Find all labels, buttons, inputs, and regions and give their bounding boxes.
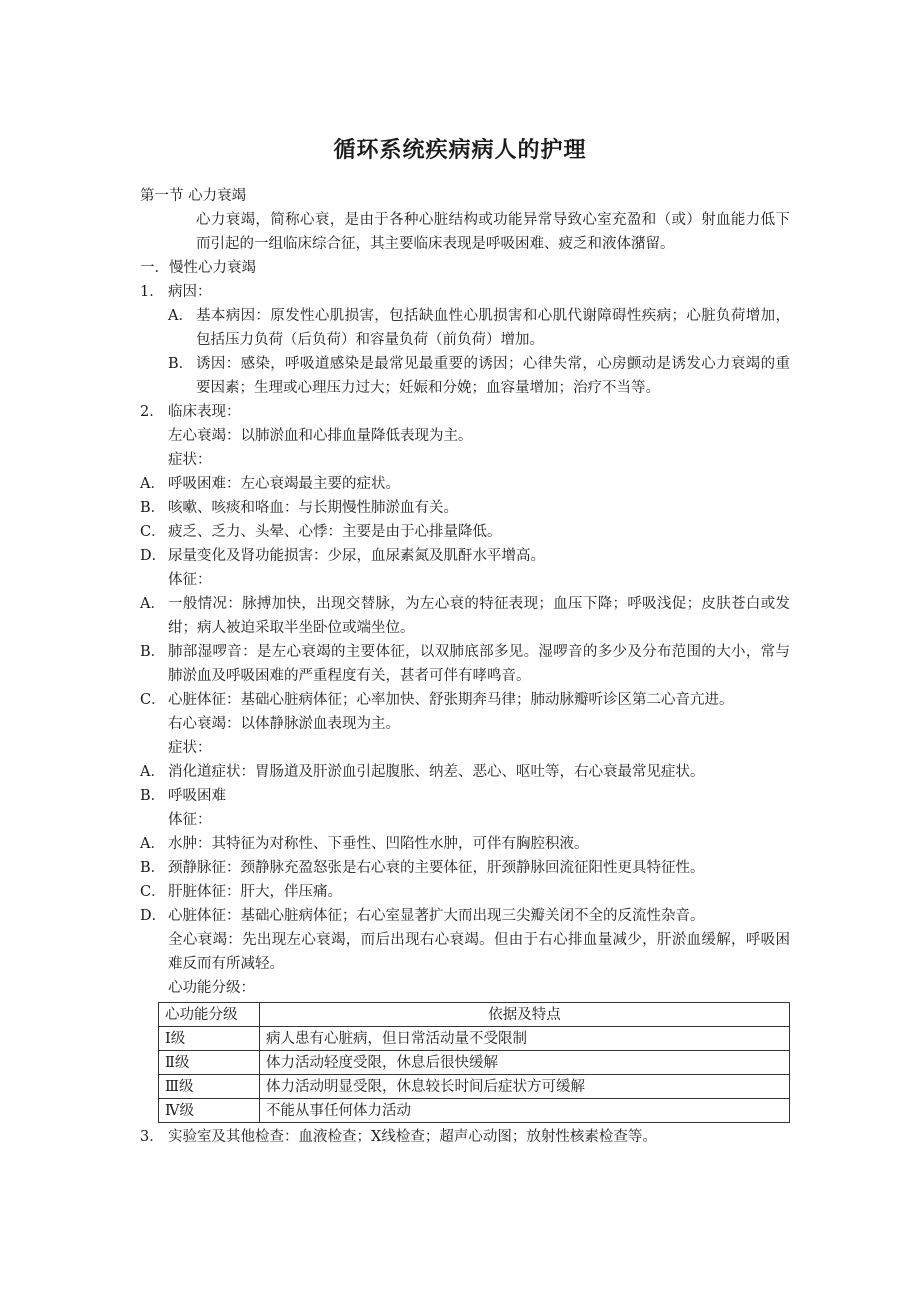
symptom-label: 症状： xyxy=(168,452,212,468)
clinical-heading xyxy=(140,400,790,424)
list-item xyxy=(140,856,790,880)
table-cell: Ⅲ级 xyxy=(159,1075,260,1099)
list-item xyxy=(140,472,790,496)
table-cell: Ⅰ级 xyxy=(159,1027,260,1051)
list-number: 3． xyxy=(140,1129,164,1145)
grading-label: 心功能分级： xyxy=(168,980,255,996)
symptom-label: 症状： xyxy=(168,740,212,756)
list-item xyxy=(140,760,790,784)
list-item-text: 咳嗽、咳痰和咯血：与长期慢性肺淤血有关。 xyxy=(168,500,458,516)
table-cell: 体力活动轻度受限，休息后很快缓解 xyxy=(260,1051,790,1075)
list-marker: B． xyxy=(168,356,194,372)
cardiac-function-table xyxy=(158,1002,790,1123)
table-cell: 体力活动明显受限，休息较长时间后症状方可缓解 xyxy=(260,1075,790,1099)
part-heading: 一．慢性心力衰竭 xyxy=(140,260,256,276)
table-header-cell: 依据及特点 xyxy=(260,1003,790,1027)
table-header-row xyxy=(159,1003,790,1027)
list-item-text: 呼吸困难 xyxy=(168,788,226,804)
list-item xyxy=(140,688,790,712)
list-marker: A． xyxy=(140,764,165,780)
list-item-text: 基本病因：原发性心肌损害，包括缺血性心肌损害和心肌代谢障碍性疾病；心脏负荷增加，包括压力负荷（后负荷）和容量负荷（前负荷）增加。 xyxy=(196,308,790,348)
list-marker: A． xyxy=(140,596,165,612)
table-row xyxy=(159,1075,790,1099)
section-heading: 第一节 心力衰竭 xyxy=(140,188,247,204)
list-item xyxy=(140,640,790,688)
etiology-heading xyxy=(140,280,790,304)
list-item-text: 颈静脉征：颈静脉充盈怒张是右心衰的主要体征，肝颈静脉回流征阳性更具特征性。 xyxy=(168,860,705,876)
list-item xyxy=(140,904,790,928)
list-marker: A． xyxy=(168,308,193,324)
table-cell: 不能从事任何体力活动 xyxy=(260,1099,790,1123)
list-item xyxy=(140,520,790,544)
table-row xyxy=(159,1051,790,1075)
list-item xyxy=(140,352,790,400)
list-marker: B． xyxy=(140,500,166,516)
list-item-text: 尿量变化及肾功能损害：少尿，血尿素氮及肌酐水平增高。 xyxy=(168,548,545,564)
list-item-text: 诱因：感染，呼吸道感染是最常见最重要的诱因；心律失常，心房颤动是诱发心力衰竭的重要因素；生理或心理压力过大；妊娠和分娩；血容量增加；治疗不当等。 xyxy=(196,356,790,396)
sign-label: 体征： xyxy=(168,812,212,828)
list-marker: B． xyxy=(140,644,166,660)
list-item-text: 肝脏体征：肝大，伴压痛。 xyxy=(168,884,342,900)
table-header-cell: 心功能分级 xyxy=(159,1003,260,1027)
list-item xyxy=(140,544,790,568)
list-number: 2． xyxy=(140,404,164,420)
list-item-text: 水肿：其特征为对称性、下垂性、凹陷性水肿，可伴有胸腔积液。 xyxy=(168,836,589,852)
left-heart-intro: 左心衰竭：以肺淤血和心排血量降低表现为主。 xyxy=(168,428,473,444)
list-item xyxy=(140,832,790,856)
intro-paragraph: 心力衰竭，简称心衰，是由于各种心脏结构或功能异常导致心室充盈和（或）射血能力低下而引起的一组临床综合征，其主要临床表现是呼吸困难、疲乏和液体潴留。 xyxy=(196,212,790,252)
list-marker: D． xyxy=(140,548,167,564)
list-label: 病因： xyxy=(168,284,212,300)
list-item-text: 呼吸困难：左心衰竭最主要的症状。 xyxy=(168,476,400,492)
full-heart-failure-text: 全心衰竭：先出现左心衰竭，而后出现右心衰竭。但由于右心排血量减少，肝淤血缓解，呼吸困难反而有所减轻。 xyxy=(168,932,790,972)
table-cell: 病人患有心脏病，但日常活动量不受限制 xyxy=(260,1027,790,1051)
list-label: 临床表现： xyxy=(168,404,241,420)
table-cell: Ⅳ级 xyxy=(159,1099,260,1123)
list-item-text: 一般情况：脉搏加快，出现交替脉，为左心衰的特征表现；血压下降；呼吸浅促；皮肤苍白或发绀；病人被迫采取半坐卧位或端坐位。 xyxy=(168,596,790,636)
list-marker: B． xyxy=(140,788,166,804)
document-body xyxy=(140,184,790,1149)
list-marker: C． xyxy=(140,524,166,540)
list-number: 1． xyxy=(140,284,164,300)
list-marker: C． xyxy=(140,884,166,900)
sign-label: 体征： xyxy=(168,572,212,588)
list-marker: D． xyxy=(140,908,167,924)
list-item xyxy=(140,592,790,640)
list-item-text: 肺部湿啰音：是左心衰竭的主要体征，以双肺底部多见。湿啰音的多少及分布范围的大小，常与肺淤血及呼吸困难的严重程度有关，甚者可伴有哮鸣音。 xyxy=(168,644,790,684)
list-marker: B． xyxy=(140,860,166,876)
list-item-text: 心脏体征：基础心脏病体征；右心室显著扩大而出现三尖瓣关闭不全的反流性杂音。 xyxy=(168,908,705,924)
lab-heading xyxy=(140,1125,790,1149)
page-title: 循环系统疾病病人的护理 xyxy=(333,137,587,163)
table-cell: Ⅱ级 xyxy=(159,1051,260,1075)
list-item xyxy=(140,880,790,904)
list-item xyxy=(140,784,790,808)
list-marker: C． xyxy=(140,692,166,708)
list-item-text: 消化道症状：胃肠道及肝淤血引起腹胀、纳差、恶心、呕吐等，右心衰最常见症状。 xyxy=(168,764,705,780)
list-item xyxy=(140,496,790,520)
list-item-text: 疲乏、乏力、头晕、心悸：主要是由于心排量降低。 xyxy=(168,524,502,540)
list-item-text: 实验室及其他检查：血液检查；X线检查；超声心动图；放射性核素检查等。 xyxy=(168,1129,657,1145)
table-row xyxy=(159,1099,790,1123)
right-heart-intro: 右心衰竭：以体静脉淤血表现为主。 xyxy=(168,716,400,732)
list-marker: A． xyxy=(140,836,165,852)
table-row xyxy=(159,1027,790,1051)
list-marker: A． xyxy=(140,476,165,492)
list-item xyxy=(140,304,790,352)
list-item-text: 心脏体征：基础心脏病体征；心率加快、舒张期奔马律；肺动脉瓣听诊区第二心音亢进。 xyxy=(168,692,734,708)
